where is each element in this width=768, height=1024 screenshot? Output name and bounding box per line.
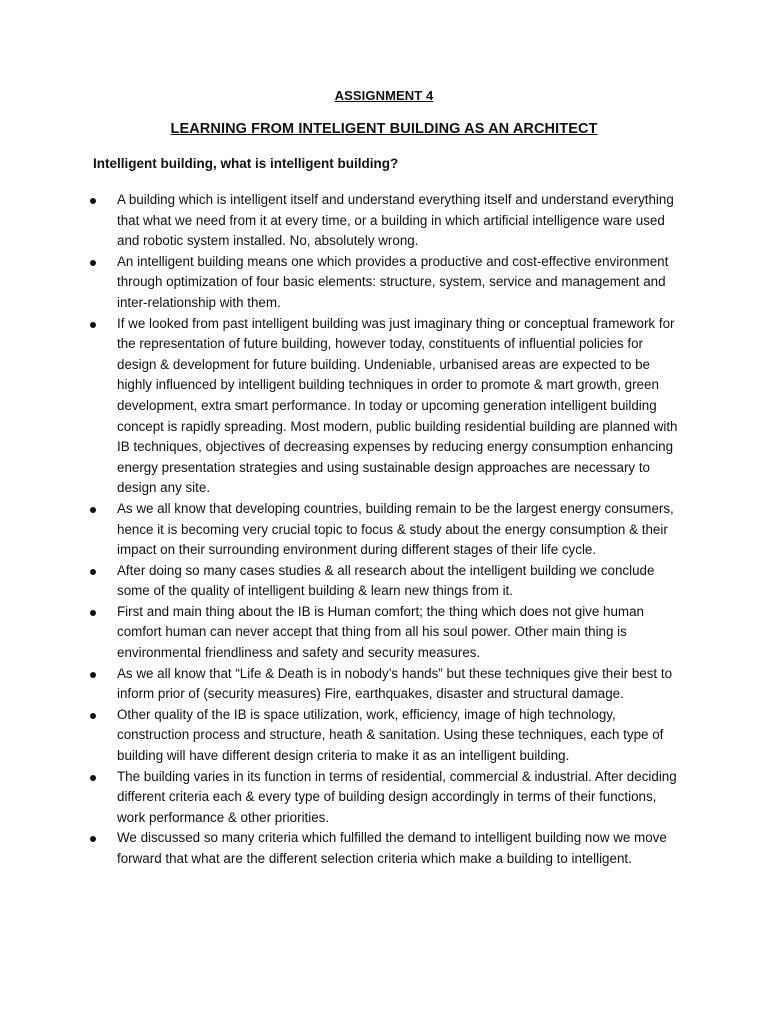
bullet-text: If we looked from past intelligent building was just imaginary thing or conceptual framework for the representation of future building, however today, constituents of influential policies for design & development for future building. Undeniable, urbanised areas are expected to be highly influenced by intelligent building techniques in order to promote & mart growth, green development, extra smart performance. In today or upcoming generation intelligent building concept is rapidly spreading. Most modern, public building residential building are planned with IB techniques, objectives of decreasing expenses by reducing energy consumption enhancing energy presentation strategies and using sustainable design approaches are necessary to design any site. [117,315,678,496]
bullet-dot-icon [90,775,96,781]
bullet-dot-icon [90,672,96,678]
assignment-label: ASSIGNMENT 4 [334,88,434,103]
bullet-item [84,664,680,705]
bullet-text: After doing so many cases studies & all research about the intelligent building we conclude some of the quality of intelligent building & learn new things from it. [117,562,655,599]
bullet-dot-icon [90,507,96,513]
bullet-item [84,252,680,314]
section-question: Intelligent building, what is intelligent building? [93,156,399,171]
bullet-item [84,705,680,767]
document-title: LEARNING FROM INTELIGENT BUILDING AS AN ARCHITECT [170,121,598,137]
bullet-dot-icon [90,836,96,842]
bullet-dot-icon [90,713,96,719]
bullet-item [84,499,680,561]
bullet-dot-icon [90,322,96,328]
bullet-item [84,314,680,499]
bullet-dot-icon [90,260,96,266]
bullet-item [84,602,680,664]
bullet-item [84,561,680,602]
bullet-text: First and main thing about the IB is Human comfort; the thing which does not give human comfort human can never accept that thing from all his soul power. Other main thing is environmental friendliness and safety and security measures. [117,603,644,661]
bullet-text: An intelligent building means one which provides a productive and cost-effective environment through optimization of four basic elements: structure, system, service and management and inter-relationship with them. [117,253,669,310]
bullet-text: As we all know that developing countries, building remain to be the largest energy consumers, hence it is becoming very crucial topic to focus & study about the energy consumption & their impact on their surrounding environment during different stages of their life cycle. [117,500,674,558]
bullet-text: A building which is intelligent itself and understand everything itself and understand everything that what we need from it at every time, or a building in which artificial intelligence ware used and robotic system installed. No, absolutely wrong. [117,192,674,249]
bullet-list [84,190,680,870]
bullet-text: The building varies in its function in terms of residential, commercial & industrial. After deciding different criteria each & every type of building design accordingly in terms of their functions, work performance & other priorities. [117,768,677,825]
bullet-dot-icon [90,198,96,204]
bullet-item [84,190,680,252]
bullet-dot-icon [90,610,96,616]
bullet-text: Other quality of the IB is space utilization, work, efficiency, image of high technology, construction process and structure, heath & sanitation. Using these techniques, each type of building will have different design criteria to make it as an intelligent building. [117,706,664,764]
bullet-dot-icon [90,569,96,575]
bullet-item [84,767,680,829]
bullet-text: We discussed so many criteria which fulfilled the demand to intelligent building now we move forward that what are the different selection criteria which make a building to intelligent. [117,830,667,866]
bullet-item [84,828,680,869]
bullet-text: As we all know that “Life & Death is in nobody’s hands” but these techniques give their best to inform prior of (security measures) Fire, earthquakes, disaster and structural damage. [117,665,673,702]
